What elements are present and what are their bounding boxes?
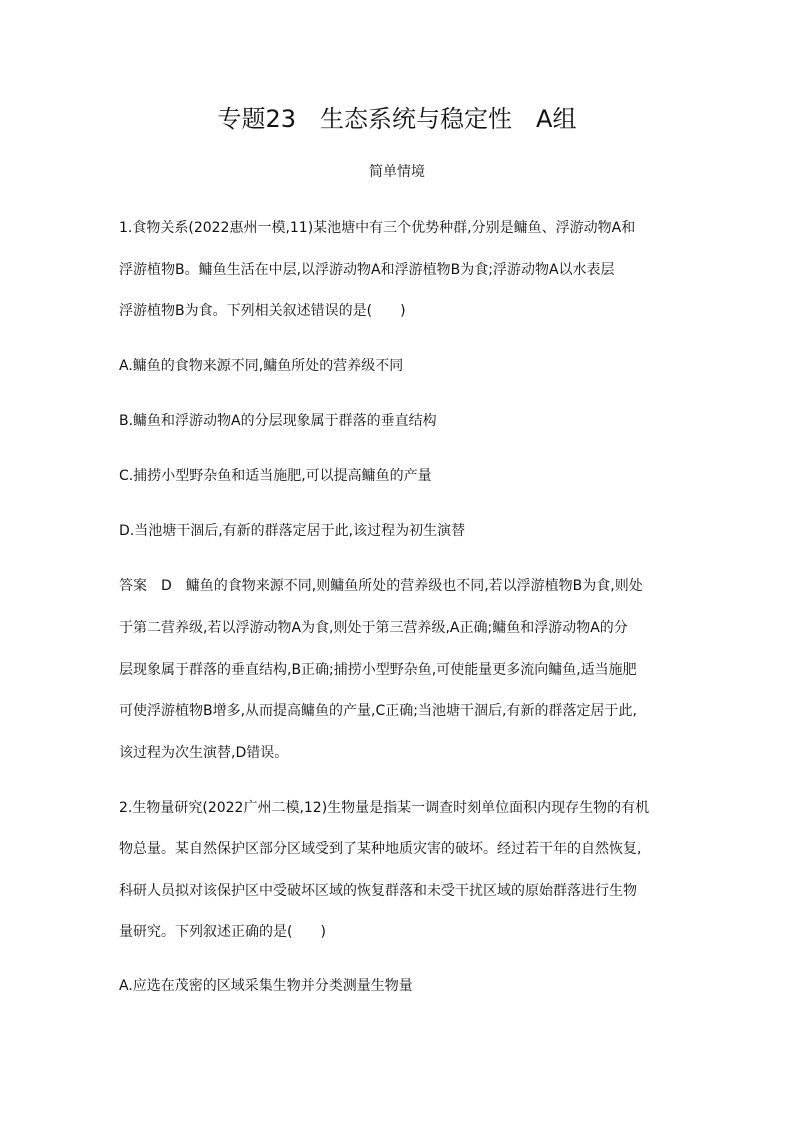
question-1-answer-line-5: 该过程为次生演替,D错误。 — [119, 745, 289, 761]
question-2-line-4: 量研究。下列叙述正确的是( ) — [119, 924, 326, 940]
question-1-option-d: D.当池塘干涸后,有新的群落定居于此,该过程为初生演替 — [119, 523, 466, 539]
page-title: 专题23 生态系统与稳定性 A组 — [217, 105, 577, 133]
question-2-option-a: A.应选在茂密的区域采集生物并分类测量生物量 — [119, 978, 413, 994]
question-1-answer-line-4: 可使浮游植物B增多,从而提高鳙鱼的产量,C正确;当池塘干涸后,有新的群落定居于此, — [119, 703, 637, 719]
question-2-line-3: 科研人员拟对该保护区中受破坏区域的恢复群落和未受干扰区域的原始群落进行生物 — [119, 883, 637, 899]
question-1-answer-line-3: 层现象属于群落的垂直结构,B正确;捕捞小型野杂鱼,可使能量更多流向鳙鱼,适当施肥 — [119, 662, 637, 678]
question-2-line-2: 物总量。某自然保护区部分区域受到了某种地质灾害的破坏。经过若干年的自然恢复, — [119, 841, 642, 857]
section-heading: 简单情境 — [369, 164, 425, 180]
question-2-line-1: 2.生物量研究(2022广州二模,12)生物量是指某一调查时刻单位面积内现存生物的有机 — [119, 800, 650, 816]
question-1-line-1: 1.食物关系(2022惠州一模,11)某池塘中有三个优势种群,分别是鳙鱼、浮游动物A和 — [119, 220, 636, 236]
question-1-line-2: 浮游植物B。鳙鱼生活在中层,以浮游动物A和浮游植物B为食;浮游动物A以水表层 — [119, 262, 615, 278]
question-1-answer-line-2: 于第二营养级,若以浮游动物A为食,则处于第三营养级,A正确;鳙鱼和浮游动物A的分 — [119, 620, 628, 636]
question-1-option-c: C.捕捞小型野杂鱼和适当施肥,可以提高鳙鱼的产量 — [119, 468, 432, 484]
question-1-line-3: 浮游植物B为食。下列相关叙述错误的是( ) — [119, 303, 406, 319]
question-1-option-b: B.鳙鱼和浮游动物A的分层现象属于群落的垂直结构 — [119, 413, 437, 429]
question-1-answer-line-1: 答案 D 鳙鱼的食物来源不同,则鳙鱼所处的营养级也不同,若以浮游植物B为食,则处 — [119, 578, 643, 594]
question-1-option-a: A.鳙鱼的食物来源不同,鳙鱼所处的营养级不同 — [119, 358, 404, 374]
